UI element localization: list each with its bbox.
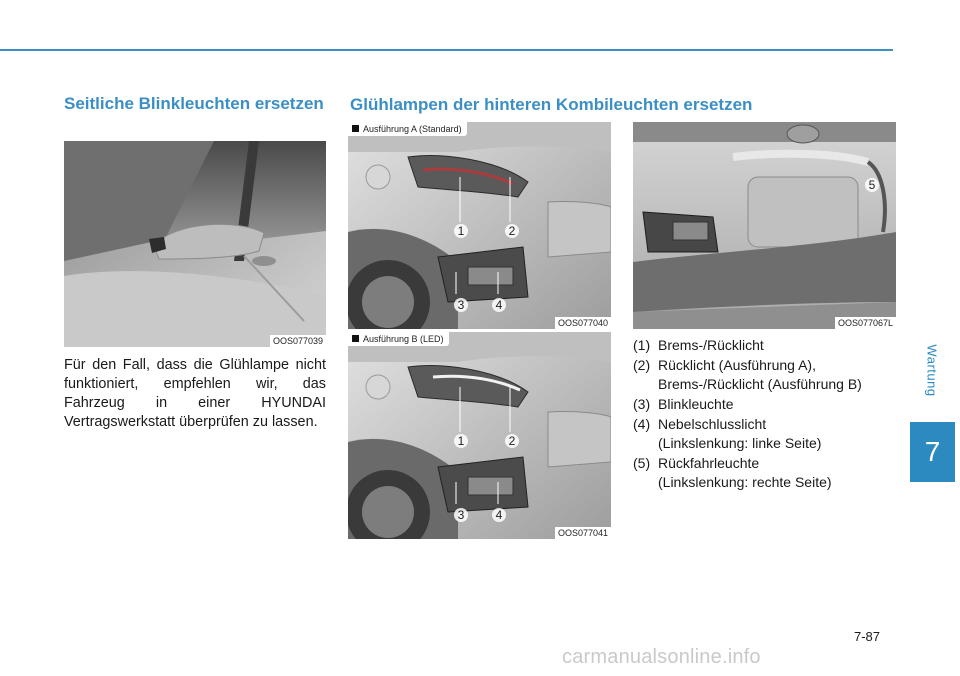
variant-label-a: Ausführung A (Standard) — [348, 122, 467, 136]
section-heading-rear-combination-lamps: Glühlampen der hinteren Kombileuchten ersetzen — [350, 95, 753, 114]
callout-4: 4 — [492, 298, 506, 312]
rear-lamp-illustration-b — [348, 332, 611, 539]
rear-tailgate-illustration — [633, 122, 896, 329]
legend-item: (4) Nebelschlusslicht (Linkslenkung: linke Seite) — [633, 416, 822, 451]
page-number: 7-87 — [854, 629, 881, 644]
image-code: OOS077041 — [555, 527, 611, 539]
rear-lamp-illustration-a — [348, 122, 611, 329]
callout-1: 1 — [454, 434, 468, 448]
callout-2: 2 — [505, 224, 519, 238]
callout-4: 4 — [492, 508, 506, 522]
rear-tailgate-photo — [633, 122, 896, 329]
image-code: OOS077067L — [835, 317, 896, 329]
legend-item: (3) Blinkleuchte — [633, 396, 734, 412]
top-rule — [0, 49, 893, 51]
watermark: carmanualsonline.info — [562, 646, 761, 668]
legend-item: (1) Brems-/Rücklicht — [633, 337, 764, 353]
legend-item: (5) Rückfahrleuchte (Linkslenkung: rechte Seite) — [633, 455, 832, 490]
callout-2: 2 — [505, 434, 519, 448]
legend-item: (2) Rücklicht (Ausführung A), Brems-/Rücklicht (Ausführung B) — [633, 357, 862, 392]
callout-3: 3 — [454, 298, 468, 312]
section-heading-side-indicators: Seitliche Blinkleuchten ersetzen — [64, 94, 324, 113]
callout-1: 1 — [454, 224, 468, 238]
image-code: OOS077039 — [270, 335, 326, 347]
rear-lamp-photo-variant-b — [348, 332, 611, 539]
side-mirror-photo — [64, 141, 326, 347]
lamp-legend-list — [633, 336, 898, 493]
chapter-tab[interactable]: 7 — [910, 422, 955, 482]
side-indicator-paragraph: Für den Fall, dass die Glühlampe nicht funktioniert, empfehlen wir, das Fahrzeug in einer HYUNDAI Vertragswerkstatt überprüfen zu lassen. — [64, 357, 326, 430]
callout-3: 3 — [454, 508, 468, 522]
variant-label-b: Ausführung B (LED) — [348, 332, 449, 346]
image-code: OOS077040 — [555, 317, 611, 329]
side-section-label: Wartung — [925, 343, 940, 397]
callout-5: 5 — [865, 178, 879, 192]
square-bullet-icon — [352, 125, 359, 132]
square-bullet-icon — [352, 335, 359, 342]
side-mirror-illustration — [64, 141, 326, 347]
rear-lamp-photo-variant-a — [348, 122, 611, 329]
